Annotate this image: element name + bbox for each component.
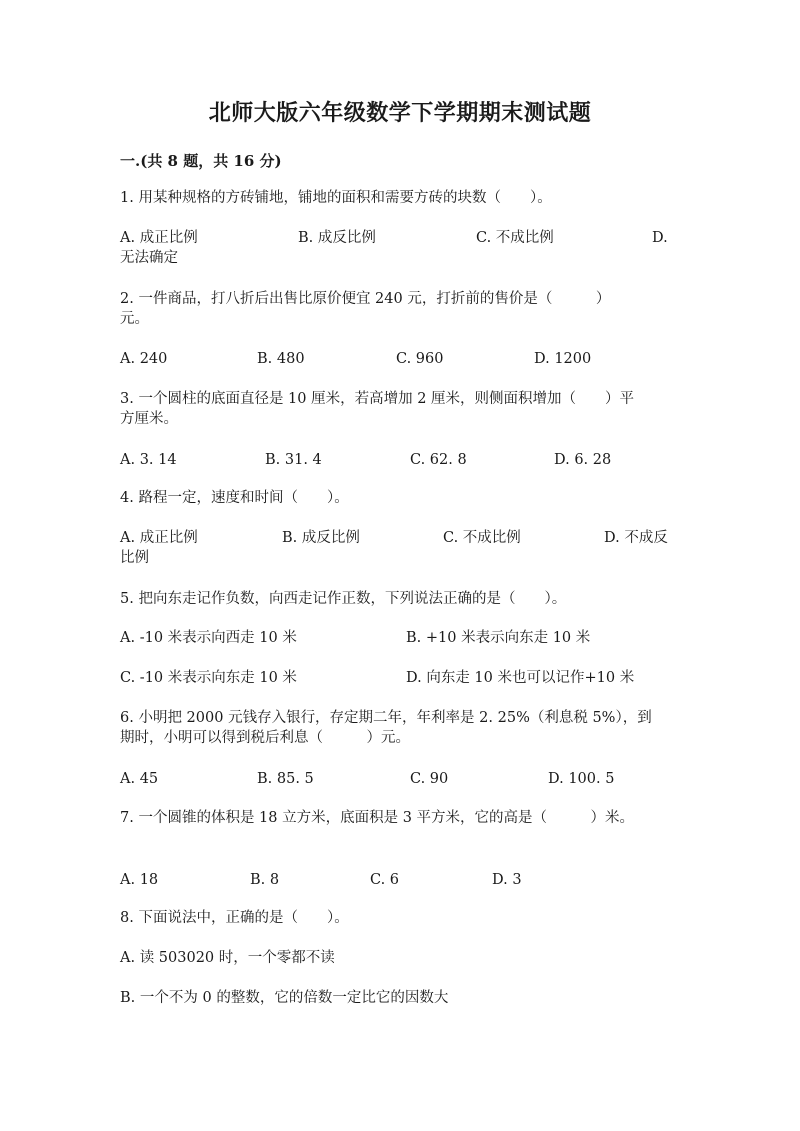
question-8-option-a: A. 读 503020 时，一个零都不读 xyxy=(120,950,335,966)
question-5-option-d: D. 向东走 10 米也可以记作+10 米 xyxy=(406,670,635,686)
question-7-option-d: D. 3 xyxy=(492,872,522,888)
question-8-option-b: B. 一个不为 0 的整数，它的倍数一定比它的因数大 xyxy=(120,990,449,1006)
question-2-option-a: A. 240 xyxy=(120,351,168,367)
question-5-option-b: B. +10 米表示向东走 10 米 xyxy=(406,630,591,646)
question-3-option-c: C. 62. 8 xyxy=(410,452,467,468)
question-2-option-b: B. 480 xyxy=(257,351,305,367)
question-8-text: 8. 下面说法中，正确的是（ ）。 xyxy=(120,910,349,926)
question-3-option-d: D. 6. 28 xyxy=(554,452,612,468)
question-3-option-a: A. 3. 14 xyxy=(120,452,177,468)
question-5-text: 5. 把向东走记作负数，向西走记作正数，下列说法正确的是（ ）。 xyxy=(120,591,567,607)
question-7-option-c: C. 6 xyxy=(370,872,400,888)
question-2-option-c: C. 960 xyxy=(396,351,444,367)
question-7-option-a: A. 18 xyxy=(120,872,159,888)
question-2-text: 2. 一件商品，打八折后出售比原价便宜 240 元，打折前的售价是（ ） xyxy=(120,291,611,307)
question-1-option-a: A. 成正比例 xyxy=(120,230,198,246)
question-3-option-b: B. 31. 4 xyxy=(265,452,322,468)
question-2-text-cont: 元。 xyxy=(120,311,149,327)
question-1-option-d: D. xyxy=(652,230,668,246)
question-6-option-b: B. 85. 5 xyxy=(257,771,314,787)
question-6-option-d: D. 100. 5 xyxy=(548,771,615,787)
question-5-option-a: A. -10 米表示向西走 10 米 xyxy=(120,630,297,646)
question-3-text: 3. 一个圆柱的底面直径是 10 厘米，若高增加 2 厘米，则侧面积增加（ ）平 xyxy=(120,391,635,407)
question-7-text: 7. 一个圆锥的体积是 18 立方米，底面积是 3 平方米，它的高是（ ）米。 xyxy=(120,810,635,826)
question-1-option-c: C. 不成比例 xyxy=(476,230,554,246)
question-1-option-d-cont: 无法确定 xyxy=(120,250,178,266)
question-1-text: 1. 用某种规格的方砖铺地，铺地的面积和需要方砖的块数（ ）。 xyxy=(120,190,552,206)
question-5-option-c: C. -10 米表示向东走 10 米 xyxy=(120,670,297,686)
question-4-option-b: B. 成反比例 xyxy=(282,530,360,546)
question-4-text: 4. 路程一定，速度和时间（ ）。 xyxy=(120,490,349,506)
question-1-option-b: B. 成反比例 xyxy=(298,230,376,246)
question-3-text-cont: 方厘米。 xyxy=(120,411,178,427)
question-6-text: 6. 小明把 2000 元钱存入银行，存定期二年，年利率是 2. 25%（利息税 5%），到 xyxy=(120,710,652,726)
question-6-text-cont: 期时，小明可以得到税后利息（ ）元。 xyxy=(120,730,410,746)
question-4-option-d: D. 不成反 xyxy=(604,530,668,546)
question-7-option-b: B. 8 xyxy=(250,872,280,888)
question-6-option-a: A. 45 xyxy=(120,771,159,787)
question-4-option-d-cont: 比例 xyxy=(120,550,149,566)
question-4-option-c: C. 不成比例 xyxy=(443,530,521,546)
question-2-option-d: D. 1200 xyxy=(534,351,592,367)
question-6-option-c: C. 90 xyxy=(410,771,449,787)
section-heading: 一.(共 8 题，共 16 分) xyxy=(120,152,282,170)
page-title: 北师大版六年级数学下学期期末测试题 xyxy=(208,100,592,126)
question-4-option-a: A. 成正比例 xyxy=(120,530,198,546)
